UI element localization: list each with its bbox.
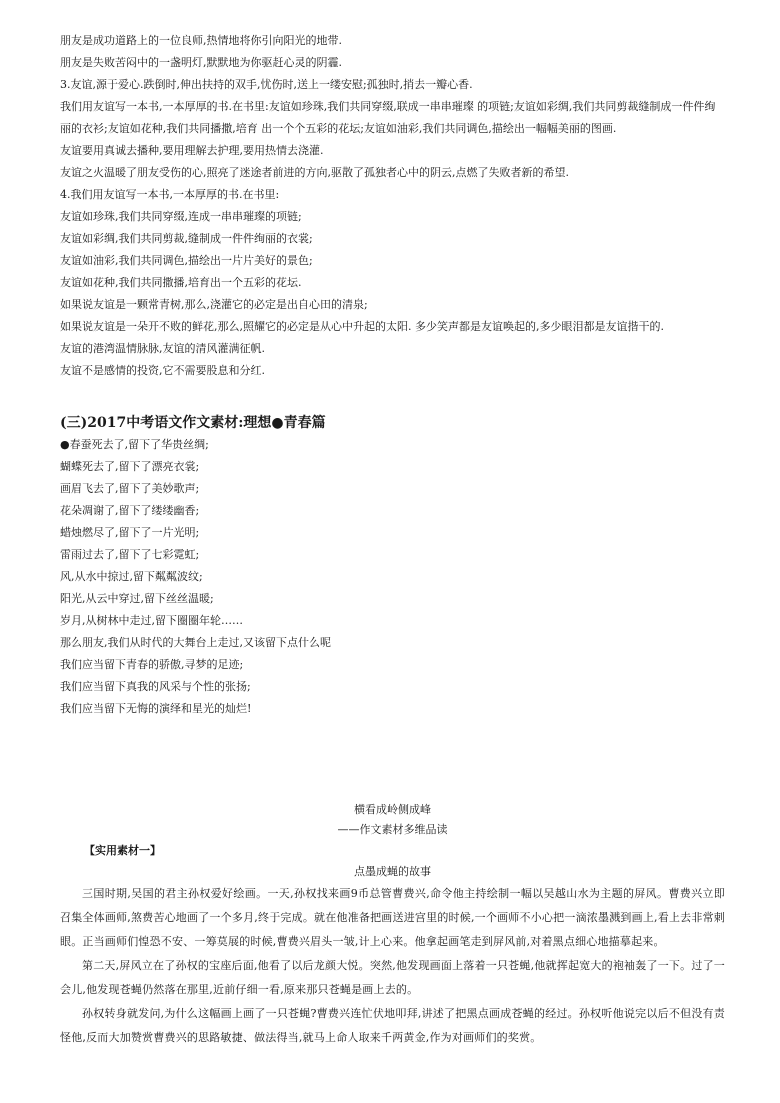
poem-line: 蝴蝶死去了,留下了漂亮衣裳; [60, 460, 200, 473]
friendship-section [60, 30, 725, 382]
story-paragraph: 第二天,屏风立在了孙权的宝座后面,他看了以后龙颜大悦。突然,他发现画面上落着一只苍蝇,他就挥起宽大的袍袖轰了一下。过了一会儿,他发现苍蝇仍然落在那里,近前仔细一看,原来那只苍蝇是画上去的。 [60, 959, 725, 996]
poem-line: 我们应当留下真我的风采与个性的张扬; [60, 680, 251, 693]
article-subtitle: ——作文素材多维品读 [337, 823, 448, 836]
poem-line: 风,从水中掠过,留下粼粼波纹; [60, 570, 203, 583]
text-line: 友谊之火温暖了朋友受伤的心,照亮了迷途者前进的方向,驱散了孤独者心中的阴云,点燃了失败者新的希望. [60, 166, 569, 179]
article-title: 横看成岭侧成峰 [354, 803, 431, 816]
youth-poem-section [60, 434, 725, 720]
poem-line: 蜡烛燃尽了,留下了一片光明; [60, 526, 200, 539]
story-title: 点墨成蝇的故事 [354, 865, 431, 878]
text-line: 友谊不是感情的投资,它不需要股息和分红. [60, 364, 265, 377]
story-paragraph: 孙权转身就发问,为什么这幅画上画了一只苍蝇?曹费兴连忙伏地叩拜,讲述了把黑点画成苍蝇的经过。孙权听他说完以后不但没有责怪他,反而大加赞赏曹费兴的思路敏捷、做法得当,就马上命人取来千两黄金,作为对画师们的奖赏。 [60, 1007, 725, 1044]
text-line: 如果说友谊是一颗常青树,那么,浇灌它的必定是出自心田的清泉; [60, 298, 368, 311]
story-paragraph: 三国时期,吴国的君主孙权爱好绘画。一天,孙权找来画9币总管曹费兴,命令他主持绘制一幅以吴越山水为主题的屏风。曹费兴立即召集全体画师,煞费苦心地画了一个多月,终于完成。就在他准备把画送进宫里的时候,一个画师不小心把一滴浓墨溅到画上,看上去非常刺眼。正当画师们惶恐不安、一筹莫展的时候,曹费兴眉头一皱,计上心来。他拿起画笔走到屏风前,对着黑点细心地描摹起来。 [60, 887, 725, 948]
poem-line: 我们应当留下青春的骄傲,寻梦的足迹; [60, 658, 244, 671]
text-line: 4.我们用友谊写一本书,一本厚厚的书.在书里: [60, 188, 280, 201]
text-line: 朋友是成功道路上的一位良师,热情地将你引向阳光的地带. [60, 34, 342, 47]
poem-line: 花朵凋谢了,留下了缕缕幽香; [60, 504, 200, 517]
text-line: 友谊如珍珠,我们共同穿缀,连成一串串璀璨的项链; [60, 210, 302, 223]
section-heading: (三)2017中考语文作文素材:理想●青春篇 [60, 415, 326, 431]
poem-line: 那么朋友,我们从时代的大舞台上走过,又该留下点什么呢 [60, 636, 331, 649]
poem-line: 雷雨过去了,留下了七彩霓虹; [60, 548, 200, 561]
text-line: 我们用友谊写一本书,一本厚厚的书.在书里:友谊如珍珠,我们共同穿缀,联成一串串璀璨 的项链;友谊如彩绸,我们共同剪裁缝制成一件件绚丽的衣衫;友谊如花种,我们共同播撒,培育 出一个个五彩的花坛;友谊如油彩,我们共同调色,描绘出一幅幅美丽的图画. [60, 100, 716, 135]
text-line: 友谊如彩绸,我们共同剪裁,缝制成一件件绚丽的衣裳; [60, 232, 313, 245]
poem-line: 阳光,从云中穿过,留下丝丝温暖; [60, 592, 214, 605]
material-label: 【实用素材一】 [84, 844, 161, 857]
text-line: 3.友谊,源于爱心.跌倒时,伸出扶持的双手,忧伤时,送上一缕安慰;孤独时,捎去一瓣心香. [60, 78, 473, 91]
text-line: 朋友是失败苦闷中的一盏明灯,默默地为你驱赶心灵的阴霾. [60, 56, 342, 69]
text-line: 友谊的港湾温情脉脉,友谊的清风灌满征帆. [60, 342, 265, 355]
text-line: 如果说友谊是一朵开不败的鲜花,那么,照耀它的必定是从心中升起的太阳. 多少笑声都是友谊唤起的,多少眼泪都是友谊揩干的. [60, 320, 664, 333]
poem-line: 岁月,从树林中走过,留下圈圈年轮…… [60, 614, 243, 627]
text-line: 友谊要用真诚去播种,要用理解去护理,要用热情去浇灌. [60, 144, 324, 157]
text-line: 友谊如花种,我们共同撒播,培育出一个五彩的花坛. [60, 276, 302, 289]
poem-line: 我们应当留下无悔的演绎和星光的灿烂! [60, 702, 252, 715]
text-line: 友谊如油彩,我们共同调色,描绘出一片片美好的景色; [60, 254, 313, 267]
poem-line: ●春蚕死去了,留下了华贵丝绸; [60, 438, 209, 451]
article-section [60, 800, 725, 1050]
poem-line: 画眉飞去了,留下了美妙歌声; [60, 482, 200, 495]
